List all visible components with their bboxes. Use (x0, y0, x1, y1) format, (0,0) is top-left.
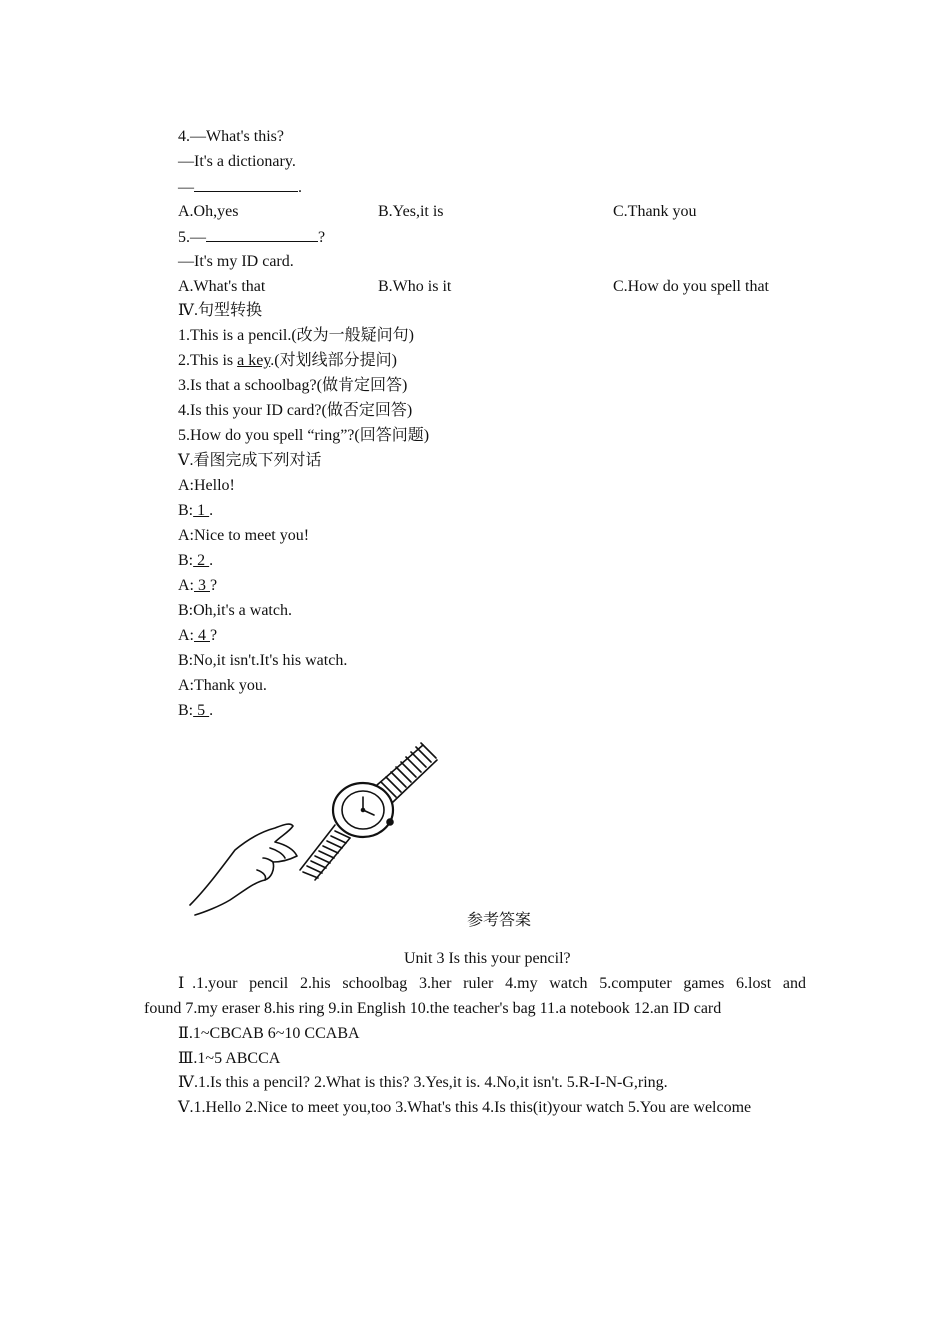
section4-item-2-post: .(对划线部分提问) (270, 352, 397, 369)
q4-reply: —It's a dictionary. (178, 153, 296, 170)
q4-option-c: C.Thank you (613, 203, 697, 220)
dialogue-line-end: ? (210, 627, 218, 644)
q4-answer-blank-line (178, 177, 302, 198)
dialogue-line-text: A: (178, 577, 194, 594)
dialogue-line (178, 501, 213, 521)
dialogue-blank: 5 (193, 702, 210, 719)
section4-item-4: 4.Is this your ID card?(做否定回答) (178, 402, 413, 419)
section4-title: Ⅳ.句型转换 (178, 302, 262, 319)
dialogue-line-text: A:Hello! (178, 477, 235, 494)
dialogue-line-end: ? (210, 577, 218, 594)
q5-prefix: 5.— (178, 229, 206, 246)
dialogue-line (178, 676, 267, 696)
dialogue-line (178, 551, 213, 571)
answers-part2: Ⅱ.1~CBCAB 6~10 CCABA (178, 1025, 360, 1042)
answers-part1-line2: found 7.my eraser 8.his ring 9.in English 10.the teacher's bag 11.a notebook 12.an ID card (144, 1000, 722, 1017)
dialogue-blank: 2 (193, 552, 210, 569)
q4-blank (194, 177, 298, 192)
answers-heading: 参考答案 (467, 912, 532, 929)
dialogue-line (178, 626, 217, 646)
q5-option-b: B.Who is it (378, 278, 452, 295)
answers-part4: Ⅳ.1.Is this a pencil? 2.What is this? 3.Yes,it is. 4.No,it isn't. 5.R-I-N-G,ring. (178, 1074, 668, 1091)
dialogue-blank: 1 (193, 502, 210, 519)
answers-part1-line1-text: Ⅰ.1.your pencil 2.his schoolbag 3.her ruler 4.my watch 5.computer games 6.lost and (178, 975, 806, 992)
section4-item-3: 3.Is that a schoolbag?(做肯定回答) (178, 377, 408, 394)
dialogue-line-text: A:Thank you. (178, 677, 267, 694)
q5-question (178, 227, 325, 248)
q5-option-c: C.How do you spell that (613, 278, 769, 295)
dialogue-line (178, 476, 235, 496)
dialogue-line-text: B:Oh,it's a watch. (178, 602, 292, 619)
section5-title: Ⅴ.看图完成下列对话 (178, 452, 322, 469)
watch-icon (300, 743, 437, 880)
q4-question: 4.—What's this? (178, 128, 284, 145)
dialogue-line (178, 701, 213, 721)
section4-item-2 (178, 351, 397, 371)
dialogue-blank: 4 (194, 627, 210, 644)
answers-part3: Ⅲ.1~5 ABCCA (178, 1050, 281, 1067)
dialogue-line-end: . (209, 552, 214, 569)
q4-end: . (298, 179, 302, 196)
dialogue-line (178, 526, 309, 546)
dialogue-line-end: . (209, 702, 214, 719)
q5-blank (206, 227, 318, 242)
dialogue-line (178, 576, 217, 596)
q4-option-a: A.Oh,yes (178, 203, 239, 220)
section4-item-1: 1.This is a pencil.(改为一般疑问句) (178, 327, 414, 344)
q5-option-a: A.What's that (178, 278, 266, 295)
hand-watch-illustration (185, 730, 445, 920)
section4-item-5: 5.How do you spell “ring”?(回答问题) (178, 427, 430, 444)
q4-dash: — (178, 179, 194, 196)
q5-reply: —It's my ID card. (178, 253, 294, 270)
section4-item-2-underlined: a key (237, 352, 271, 369)
answers-part5: Ⅴ.1.Hello 2.Nice to meet you,too 3.What's this 4.Is this(it)your watch 5.You are welcome (178, 1099, 752, 1116)
dialogue-line-text: A: (178, 627, 194, 644)
dialogue-line-text: A:Nice to meet you! (178, 527, 310, 544)
dialogue-line (178, 651, 347, 671)
dialogue-line-end: . (209, 502, 214, 519)
section4-item-2-pre: 2.This is (178, 352, 238, 369)
hand-icon (190, 824, 297, 915)
q5-end: ? (318, 229, 326, 246)
dialogue-blank: 3 (194, 577, 210, 594)
q4-option-b: B.Yes,it is (378, 203, 444, 220)
answers-unit: Unit 3 Is this your pencil? (404, 950, 571, 967)
dialogue-line-text: B: (178, 552, 194, 569)
dialogue-line-text: B: (178, 702, 194, 719)
dialogue-line (178, 601, 292, 621)
dialogue-line-text: B:No,it isn't.It's his watch. (178, 652, 348, 669)
dialogue-line-text: B: (178, 502, 194, 519)
